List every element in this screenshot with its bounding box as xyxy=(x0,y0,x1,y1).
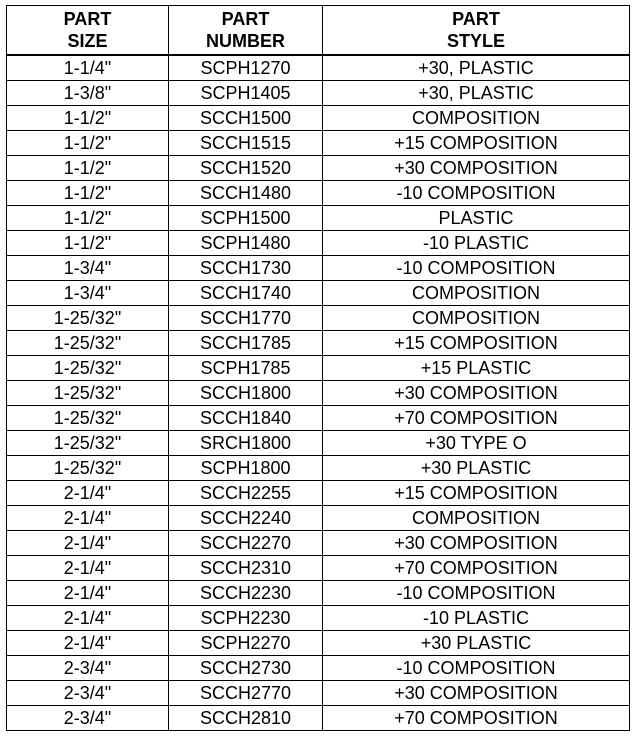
table-row xyxy=(7,331,630,356)
table-row xyxy=(7,206,630,231)
cell-part-number: SCCH2770 xyxy=(169,681,323,706)
cell-part-style: PLASTIC xyxy=(323,206,630,231)
cell-part-number: SCCH2240 xyxy=(169,506,323,531)
cell-part-number: SCPH1800 xyxy=(169,456,323,481)
cell-part-number: SCCH1520 xyxy=(169,156,323,181)
cell-part-style: COMPOSITION xyxy=(323,306,630,331)
header-part-style-line2: STYLE xyxy=(446,31,505,51)
cell-part-size: 1-25/32" xyxy=(7,431,169,456)
header-part-number xyxy=(169,6,323,56)
cell-part-size: 2-3/4" xyxy=(7,706,169,731)
cell-part-style: +30 COMPOSITION xyxy=(323,531,630,556)
table-row xyxy=(7,556,630,581)
parts-table-container xyxy=(6,5,630,731)
cell-part-size: 1-1/2" xyxy=(7,181,169,206)
header-row xyxy=(7,6,630,56)
cell-part-number: SCCH2270 xyxy=(169,531,323,556)
cell-part-size: 2-1/4" xyxy=(7,481,169,506)
cell-part-style: +30 PLASTIC xyxy=(323,456,630,481)
cell-part-size: 1-1/2" xyxy=(7,231,169,256)
cell-part-size: 1-1/2" xyxy=(7,106,169,131)
table-row xyxy=(7,406,630,431)
cell-part-size: 1-1/2" xyxy=(7,131,169,156)
cell-part-style: -10 COMPOSITION xyxy=(323,256,630,281)
table-row xyxy=(7,55,630,81)
table-body xyxy=(7,55,630,731)
table-row xyxy=(7,706,630,731)
cell-part-size: 2-1/4" xyxy=(7,606,169,631)
cell-part-size: 1-3/4" xyxy=(7,281,169,306)
table-row xyxy=(7,81,630,106)
cell-part-style: +30 PLASTIC xyxy=(323,631,630,656)
table-row xyxy=(7,606,630,631)
cell-part-number: SCCH2255 xyxy=(169,481,323,506)
cell-part-size: 2-1/4" xyxy=(7,631,169,656)
cell-part-size: 1-25/32" xyxy=(7,306,169,331)
cell-part-size: 2-1/4" xyxy=(7,556,169,581)
cell-part-size: 2-1/4" xyxy=(7,581,169,606)
table-row xyxy=(7,381,630,406)
cell-part-style: +30 COMPOSITION xyxy=(323,156,630,181)
cell-part-number: SCCH1785 xyxy=(169,331,323,356)
table-row xyxy=(7,681,630,706)
table-row xyxy=(7,531,630,556)
cell-part-size: 1-1/4" xyxy=(7,55,169,81)
cell-part-number: SCCH1515 xyxy=(169,131,323,156)
cell-part-number: SCPH2270 xyxy=(169,631,323,656)
cell-part-style: +15 PLASTIC xyxy=(323,356,630,381)
cell-part-style: -10 PLASTIC xyxy=(323,231,630,256)
table-row xyxy=(7,506,630,531)
cell-part-style: COMPOSITION xyxy=(323,106,630,131)
cell-part-style: +15 COMPOSITION xyxy=(323,481,630,506)
cell-part-number: SCCH1770 xyxy=(169,306,323,331)
cell-part-size: 1-25/32" xyxy=(7,356,169,381)
cell-part-number: SCCH1840 xyxy=(169,406,323,431)
cell-part-size: 2-3/4" xyxy=(7,656,169,681)
table-row xyxy=(7,231,630,256)
cell-part-style: +70 COMPOSITION xyxy=(323,406,630,431)
cell-part-number: SCPH1500 xyxy=(169,206,323,231)
table-row xyxy=(7,431,630,456)
header-part-style-line1: PART xyxy=(452,9,500,29)
cell-part-number: SCPH1785 xyxy=(169,356,323,381)
table-row xyxy=(7,131,630,156)
cell-part-number: SCPH2230 xyxy=(169,606,323,631)
cell-part-number: SCPH1480 xyxy=(169,231,323,256)
cell-part-style: -10 PLASTIC xyxy=(323,606,630,631)
header-part-size xyxy=(7,6,169,56)
table-row xyxy=(7,106,630,131)
cell-part-size: 2-1/4" xyxy=(7,506,169,531)
cell-part-number: SCCH1500 xyxy=(169,106,323,131)
table-row xyxy=(7,256,630,281)
cell-part-number: SCCH2310 xyxy=(169,556,323,581)
table-row xyxy=(7,356,630,381)
cell-part-size: 1-25/32" xyxy=(7,331,169,356)
cell-part-style: +30 COMPOSITION xyxy=(323,381,630,406)
cell-part-style: -10 COMPOSITION xyxy=(323,656,630,681)
table-row xyxy=(7,156,630,181)
header-part-number-line2: NUMBER xyxy=(206,31,285,51)
cell-part-number: SCCH2230 xyxy=(169,581,323,606)
table-row xyxy=(7,181,630,206)
cell-part-size: 1-3/4" xyxy=(7,256,169,281)
cell-part-size: 1-1/2" xyxy=(7,156,169,181)
cell-part-style: -10 COMPOSITION xyxy=(323,181,630,206)
cell-part-number: SCPH1270 xyxy=(169,55,323,81)
header-part-style xyxy=(323,6,630,56)
table-row xyxy=(7,281,630,306)
parts-table xyxy=(6,5,630,731)
cell-part-style: +30 TYPE O xyxy=(323,431,630,456)
cell-part-size: 1-1/2" xyxy=(7,206,169,231)
table-header xyxy=(7,6,630,56)
cell-part-size: 1-25/32" xyxy=(7,456,169,481)
cell-part-number: SCCH2810 xyxy=(169,706,323,731)
cell-part-size: 1-3/8" xyxy=(7,81,169,106)
header-part-size-line1: PART xyxy=(63,9,112,29)
header-part-size-line2: SIZE xyxy=(67,31,108,51)
cell-part-style: COMPOSITION xyxy=(323,506,630,531)
cell-part-number: SCCH2730 xyxy=(169,656,323,681)
cell-part-size: 2-1/4" xyxy=(7,531,169,556)
cell-part-size: 2-3/4" xyxy=(7,681,169,706)
cell-part-size: 1-25/32" xyxy=(7,406,169,431)
cell-part-style: +30, PLASTIC xyxy=(323,81,630,106)
table-row xyxy=(7,631,630,656)
cell-part-number: SCCH1480 xyxy=(169,181,323,206)
cell-part-style: +30 COMPOSITION xyxy=(323,681,630,706)
cell-part-number: SRCH1800 xyxy=(169,431,323,456)
table-row xyxy=(7,581,630,606)
cell-part-style: +70 COMPOSITION xyxy=(323,556,630,581)
cell-part-number: SCCH1740 xyxy=(169,281,323,306)
table-row xyxy=(7,656,630,681)
header-part-number-line1: PART xyxy=(221,9,270,29)
cell-part-number: SCCH1730 xyxy=(169,256,323,281)
cell-part-style: COMPOSITION xyxy=(323,281,630,306)
cell-part-number: SCCH1800 xyxy=(169,381,323,406)
table-row xyxy=(7,481,630,506)
table-row xyxy=(7,306,630,331)
cell-part-style: +70 COMPOSITION xyxy=(323,706,630,731)
cell-part-style: +15 COMPOSITION xyxy=(323,331,630,356)
cell-part-size: 1-25/32" xyxy=(7,381,169,406)
cell-part-style: +15 COMPOSITION xyxy=(323,131,630,156)
cell-part-style: -10 COMPOSITION xyxy=(323,581,630,606)
table-row xyxy=(7,456,630,481)
cell-part-number: SCPH1405 xyxy=(169,81,323,106)
cell-part-style: +30, PLASTIC xyxy=(323,55,630,81)
